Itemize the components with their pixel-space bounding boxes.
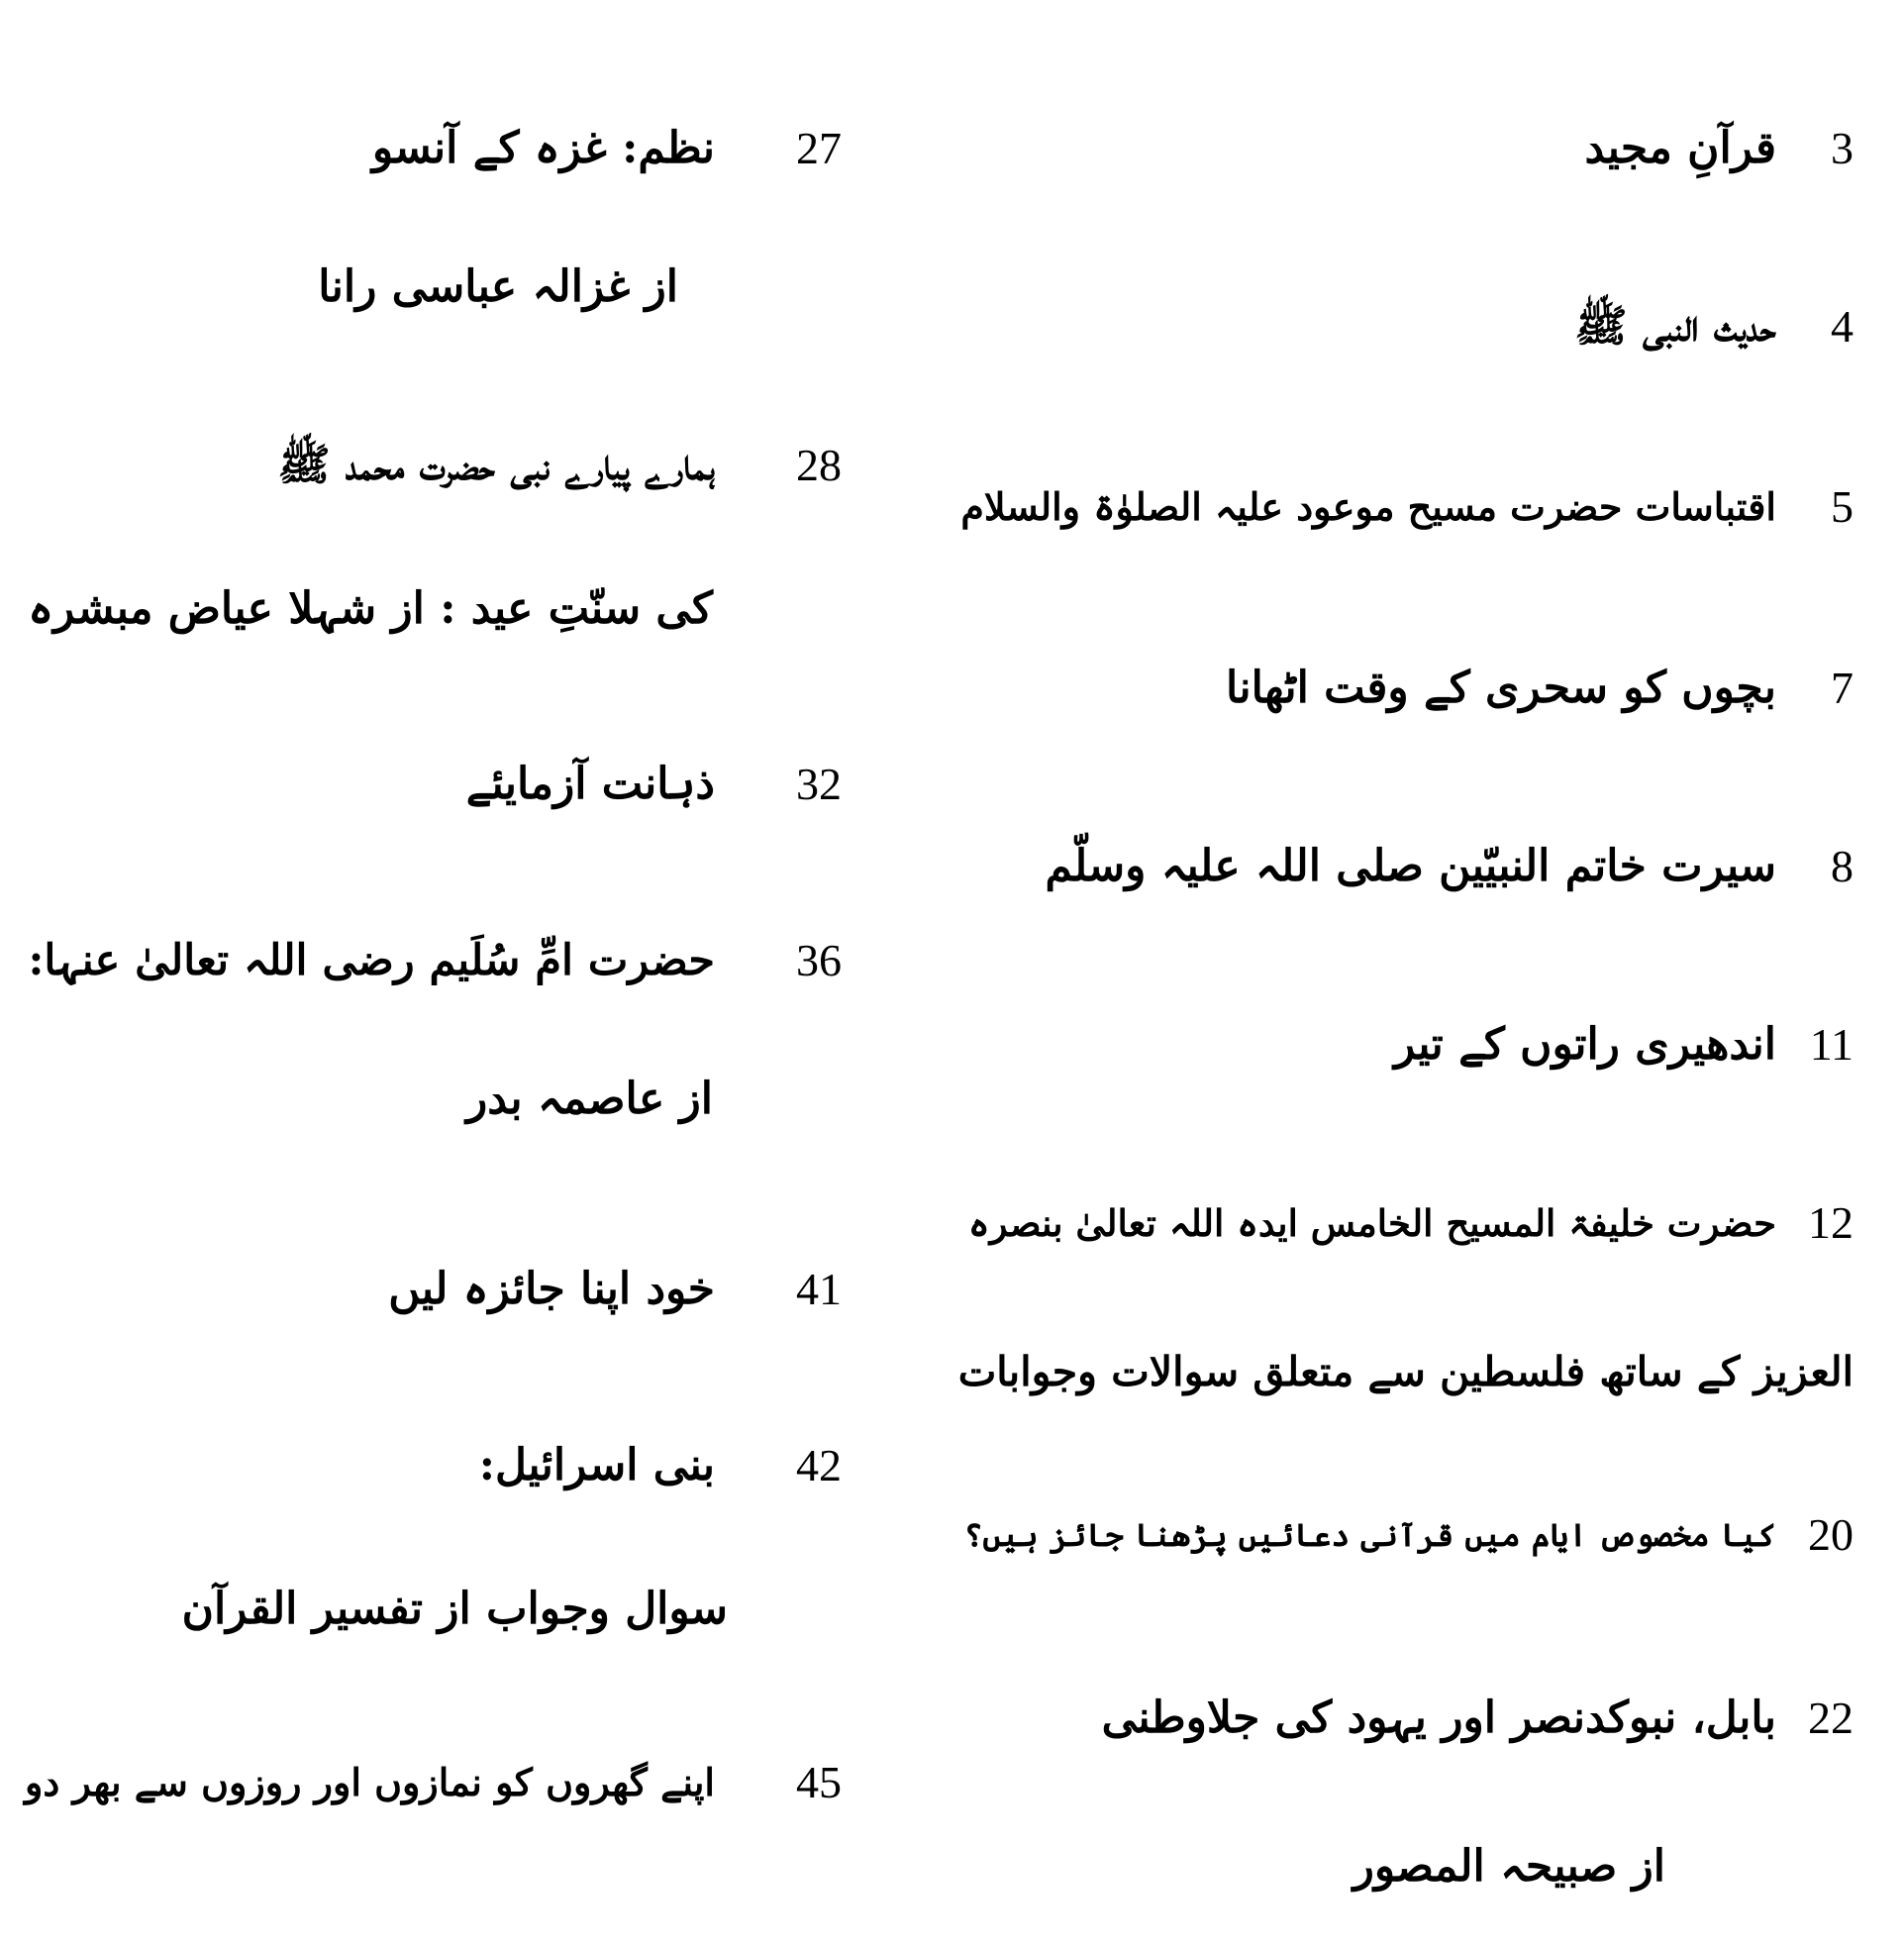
toc-entry-line bbox=[952, 467, 1854, 547]
entry-title: بنی اسرائیل: bbox=[478, 1440, 715, 1490]
page-number: 5 bbox=[1831, 481, 1854, 532]
toc-entry-line bbox=[20, 921, 842, 1000]
toc-entry-line bbox=[952, 827, 1854, 906]
page-number: 8 bbox=[1831, 841, 1854, 891]
entry-title: خود اپنا جائزہ لیں bbox=[388, 1264, 715, 1314]
toc-entry-line bbox=[952, 1005, 1854, 1084]
toc-entry-line bbox=[20, 1426, 842, 1505]
toc-entry-line bbox=[20, 1250, 842, 1329]
page-number: 4 bbox=[1831, 301, 1854, 352]
entry-title: ہمارے پیارے نبی حضرت محمد ﷺ bbox=[277, 440, 715, 490]
page-number: 3 bbox=[1831, 123, 1854, 173]
entry-title: بچوں کو سحری کے وقت اٹھانا bbox=[1226, 663, 1776, 713]
toc-entry-line bbox=[20, 745, 842, 824]
entry-title: ذہانت آزمایئے bbox=[465, 759, 715, 809]
entry-subtitle: از صبیحہ المصور bbox=[1353, 1841, 1665, 1892]
page-number: 45 bbox=[796, 1757, 842, 1807]
entry-subtitle: از غزالہ عباسی رانا bbox=[318, 261, 678, 312]
entry-title: قرآنِ مجید bbox=[1584, 123, 1776, 173]
page-number: 22 bbox=[1808, 1693, 1854, 1743]
toc-entry-line bbox=[952, 649, 1854, 728]
entry-title: نظم: غزہ کے آنسو bbox=[371, 123, 715, 173]
entry-subtitle: العزیز کے ساتھ فلسطین سے متعلق سوالات وجوابات bbox=[957, 1348, 1854, 1395]
toc-entry-line bbox=[952, 109, 1854, 188]
toc-entry-line bbox=[20, 426, 842, 505]
entry-title: کیا مخصوص ایام میں قرآنی دعائیں پڑھنا جائز ہیں؟ bbox=[963, 1516, 1776, 1554]
entry-title: حدیث النبی ﷺ bbox=[1574, 301, 1776, 352]
page-number: 11 bbox=[1809, 1019, 1854, 1070]
page-number: 36 bbox=[796, 935, 842, 985]
entry-title: سیرت خاتم النبیّین صلی اللہ علیہ وسلّم bbox=[1045, 841, 1776, 891]
page-number: 20 bbox=[1808, 1509, 1854, 1560]
entry-title: اقتباسات حضرت مسیح موعود علیہ الصلوٰۃ والسلام bbox=[960, 484, 1776, 529]
entry-subtitle: کی سنّتِ عید : از شہلا عیاض مبشرہ bbox=[28, 583, 713, 634]
entry-subtitle: از عاصمہ بدر bbox=[466, 1074, 713, 1124]
entry-title: حضرت امِّ سُلَیم رضی اللہ تعالیٰ عنہا: bbox=[28, 936, 715, 985]
toc-entry-line bbox=[952, 1183, 1854, 1263]
page-number: 7 bbox=[1831, 663, 1854, 713]
page-number: 42 bbox=[796, 1440, 842, 1490]
entry-title: اندھیری راتوں کے تیر bbox=[1393, 1019, 1776, 1070]
toc-entry-line bbox=[20, 1743, 842, 1822]
page-number: 32 bbox=[796, 759, 842, 809]
page-number: 41 bbox=[796, 1264, 842, 1314]
page-number: 12 bbox=[1808, 1197, 1854, 1248]
page-number: 27 bbox=[796, 123, 842, 173]
toc-entry-line bbox=[952, 1679, 1854, 1758]
toc-right-column bbox=[952, 0, 1854, 1950]
toc-left-column bbox=[20, 0, 842, 1950]
toc-entry-line bbox=[952, 1495, 1854, 1575]
page-number: 28 bbox=[796, 440, 842, 490]
toc-entry-line bbox=[952, 287, 1854, 366]
entry-title: بابل، نبوکدنصر اور یہود کی جلاوطنی bbox=[1101, 1693, 1776, 1743]
entry-title: اپنے گھروں کو نمازوں اور روزوں سے بھر دو bbox=[25, 1760, 715, 1804]
entry-subtitle: سوال وجواب از تفسیر القرآن bbox=[181, 1584, 728, 1634]
toc-entry-line bbox=[20, 109, 842, 188]
entry-title: حضرت خلیفۃ المسیح الخامس ایدہ اللہ تعالیٰ بنصرہ bbox=[967, 1201, 1776, 1245]
